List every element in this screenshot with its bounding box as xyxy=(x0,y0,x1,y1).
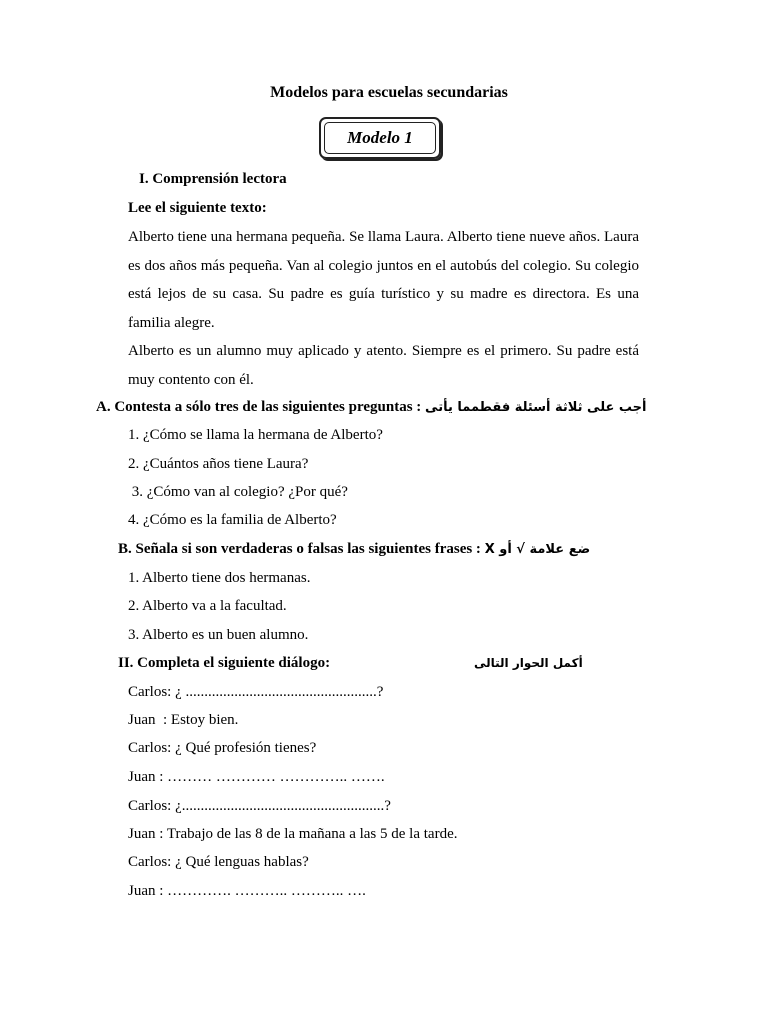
section2-heading: II. Completa el siguiente diálogo: xyxy=(118,655,331,671)
reading-paragraph-2: Alberto es un alumno muy aplicado y atento. Siempre es el primero. Su padre está muy contento con él. xyxy=(128,343,639,388)
statement-3: 3. Alberto es un buen alumno. xyxy=(128,627,309,643)
question-4: 4. ¿Cómo es la familia de Alberto? xyxy=(128,512,337,528)
question-3: 3. ¿Cómo van al colegio? ¿Por qué? xyxy=(128,484,348,500)
partB-heading xyxy=(118,541,590,558)
section1-heading: I. Comprensión lectora xyxy=(139,171,287,187)
dialogue-line-6: Juan : Trabajo de las 8 de la mañana a las 5 de la tarde. xyxy=(128,826,458,842)
statement-2: 2. Alberto va a la facultad. xyxy=(128,598,287,614)
modelo-label-box xyxy=(319,117,441,159)
dialogue-line-3: Carlos: ¿ Qué profesión tienes? xyxy=(128,740,317,756)
partB-heading-text: B. Señala si son verdaderas o falsas las siguientes frases : xyxy=(118,541,481,557)
reading-paragraph-1: Alberto tiene una hermana pequeña. Se llama Laura. Alberto tiene nueve años. Laura es dos años más pequeña. Van al colegio juntos en el autobús del colegio. Su colegio está lejos de su casa. Su padre es guía turístico y su madre es directora. Es una familia alegre. xyxy=(128,229,639,331)
question-2: 2. ¿Cuántos años tiene Laura? xyxy=(128,456,309,472)
partA-heading-text: A. Contesta a sólo tres de las siguientes preguntas : xyxy=(96,399,422,415)
dialogue-line-7: Carlos: ¿ Qué lenguas hablas? xyxy=(128,854,309,870)
dialogue-line-1: Carlos: ¿ ...................................................? xyxy=(128,684,384,700)
dialogue-line-8: Juan : …………. ……….. ……….. …. xyxy=(128,883,366,899)
section2-arabic-instruction: أكمل الحوار التالى xyxy=(474,656,583,670)
dialogue-line-2: Juan : Estoy bien. xyxy=(128,712,239,728)
modelo-label: Modelo 1 xyxy=(347,128,413,147)
dialogue-line-5: Carlos: ¿......................................................? xyxy=(128,798,391,814)
dialogue-line-4: Juan : ……… ………… ………….. ……. xyxy=(128,769,385,785)
partB-arabic-instruction: ضع علامة √ أو X xyxy=(484,542,591,557)
reading-instruction: Lee el siguiente texto: xyxy=(128,200,267,216)
statement-1: 1. Alberto tiene dos hermanas. xyxy=(128,570,311,586)
partA-arabic-instruction: أجب على ثلاثة أسئلة فقطمما يأتى xyxy=(425,400,647,415)
document-title: Modelos para escuelas secundarias xyxy=(270,84,508,101)
partA-heading xyxy=(96,399,647,416)
question-1: 1. ¿Cómo se llama la hermana de Alberto? xyxy=(128,427,383,443)
